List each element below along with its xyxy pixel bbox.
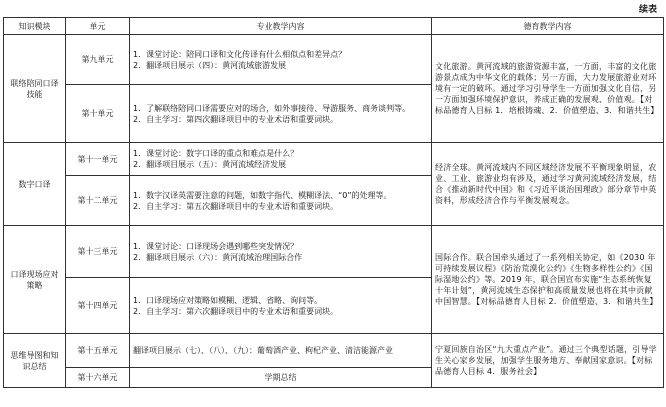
- moral-cell: 文化旅游。黄河流域的旅游资源丰富，一方面，丰富的文化旅游景点成为中华文化的载体；另一方面，大力发展旅游业对环境有一定的破坏。通过学习引导学生一方面加强文化自信，另一方面加强环境保护意识，养成正确的发展观、价值观。【对标品德育人目标 1．培根铸魂、2．价值塑造、3．和谐共生】: [432, 35, 664, 143]
- table-row: [4, 35, 664, 85]
- content-line: 2．自主学习：第四次翻译项目中的专业术语和重要词块。: [133, 114, 339, 124]
- content-line: 2．自主学习：第六次翻译项目中的专业术语和重要词块。: [133, 306, 339, 316]
- header-row: [4, 18, 664, 35]
- unit-cell: 第九单元: [66, 35, 130, 85]
- unit-cell: 第十六单元: [66, 368, 130, 388]
- content-line: 翻译项目展示（七）、（八）、（九）：葡萄酒产业、枸杞产业、清洁能源产业: [133, 346, 393, 355]
- table-row: [4, 226, 664, 278]
- content-line: 2．自主学习：第五次翻译项目中的专业术语和重要词块。: [133, 201, 339, 211]
- unit-cell: 第十二单元: [66, 176, 130, 226]
- unit-cell: 第十四单元: [66, 278, 130, 334]
- header-professional-content: 专业教学内容: [130, 18, 432, 35]
- content-line: 1．了解联络陪同口译需要应对的场合，如外事接待、导游服务、商务谈判等。: [133, 103, 411, 113]
- table-row: [4, 143, 664, 176]
- moral-cell: 经济全球。黄河流域内不同区域经济发展不平衡现象明显，农业、工业、旅游业均有涉及，通过学习黄河流域经济发展，结合《推动新时代中国》和《习近平谈治国理政》部分章节中英资料，形成经济合作与平衡发展观念。: [432, 143, 664, 226]
- table-row: [4, 334, 664, 368]
- content-line: 2．翻译项目展示（五）：黄河流域经济发展: [133, 160, 287, 169]
- unit-cell: 第十单元: [66, 85, 130, 143]
- content-cell: [130, 278, 432, 334]
- unit-cell: 第十一单元: [66, 143, 130, 176]
- moral-cell: 国际合作。联合国牵头通过了一系列相关协定，如《2030 年可持续发展议程》《防治荒漠化公约》《生物多样性公约》《国际湿地公约》等。2019 年，联合国宣布实施“生态系统恢复十年计划”，黄河流域生态保护和高质量发展也将在其中贡献中国智慧。【对标品德育人目标 2．价值塑造、3．和谐共生】: [432, 226, 664, 334]
- continued-label: 续表: [638, 5, 657, 15]
- content-line: 1．口译现场应对策略如模糊、逻辑、省略、询问等。: [133, 295, 323, 305]
- moral-cell: 宁夏回族自治区“九大重点产业”。通过三个典型话题，引导学生关心家乡发展，加强学生服务地方、奉献国家意识。【对标品德育人目标 4．服务社会】: [432, 334, 664, 388]
- content-cell: [130, 143, 432, 176]
- content-line: 1．课堂讨论：陪同口译和文化传译有什么相似点和差异点？: [133, 49, 347, 59]
- module-cell: 口译现场应对策略: [4, 226, 66, 334]
- module-cell: 联络陪同口译技能: [4, 35, 66, 143]
- content-cell: [130, 226, 432, 278]
- content-line: 1．课堂讨论：口译现场会遇到哪些突发情况？: [133, 241, 299, 251]
- content-cell: [130, 85, 432, 143]
- course-content-table: [3, 17, 664, 388]
- content-cell: [130, 35, 432, 85]
- content-cell: [130, 334, 432, 368]
- header-module: 知识模块: [4, 18, 66, 35]
- header-unit: 单元: [66, 18, 130, 35]
- unit-cell: 第十五单元: [66, 334, 130, 368]
- content-line: 2．翻译项目展示（四）：黄河流域旅游发展: [133, 60, 287, 70]
- unit-cell: 第十三单元: [66, 226, 130, 278]
- header-moral-content: 德育教学内容: [432, 18, 664, 35]
- content-cell: [130, 368, 432, 388]
- module-cell: 思维导图和知识总结: [4, 334, 66, 388]
- content-line: 1．课堂讨论：数字口译的重点和难点是什么？: [133, 149, 299, 158]
- content-line: 2．翻译项目展示（六）：黄河流域治理国际合作: [133, 252, 303, 262]
- content-cell: [130, 176, 432, 226]
- content-line: 1．数字汉译英需要注意的问题，如数字指代、模糊译法、“0”的处理等。: [133, 190, 392, 200]
- module-cell: 数字口译: [4, 143, 66, 226]
- content-line: 学期总结: [264, 373, 297, 382]
